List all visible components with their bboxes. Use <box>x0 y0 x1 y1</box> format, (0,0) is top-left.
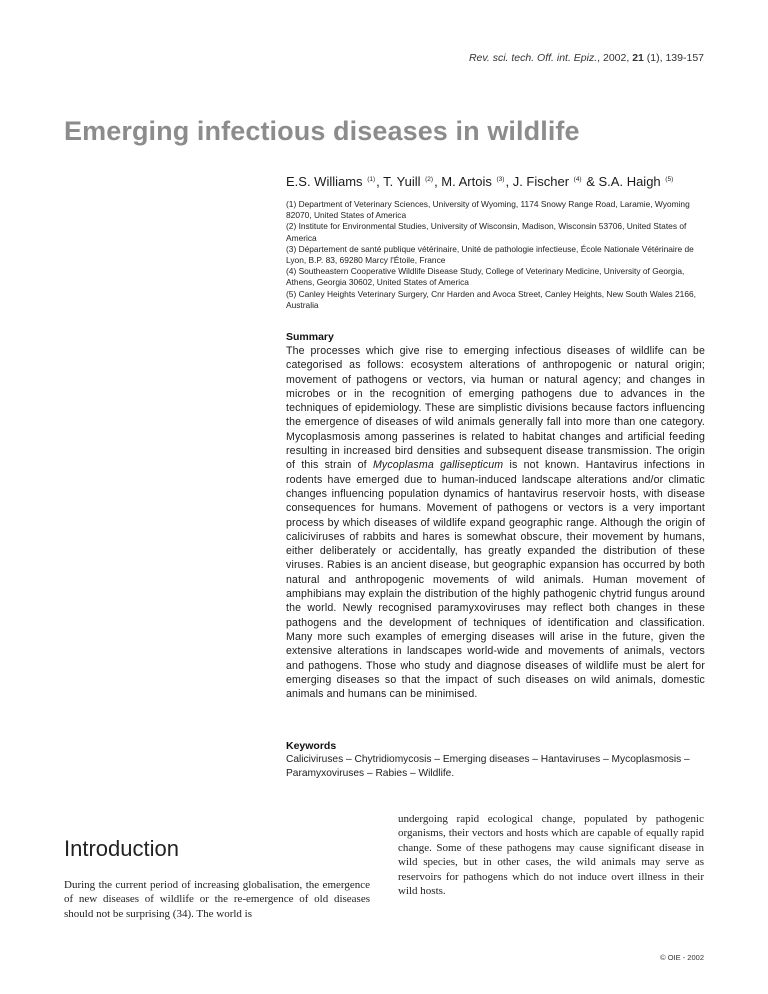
affiliation-item: (5) Canley Heights Veterinary Surgery, Cnr Harden and Avoca Street, Canley Heights, New South Wales 2166, Australia <box>286 288 696 310</box>
introduction-heading: Introduction <box>64 836 179 861</box>
author-name: T. Yuill <box>383 174 421 189</box>
author-name: M. Artois <box>441 174 492 189</box>
author-name: J. Fischer <box>512 174 570 189</box>
introduction-left-column: During the current period of increasing globalisation, the emergence of new diseases of wildlife or the re-emergence of old diseases should not be surprising (34). The world is <box>64 879 370 920</box>
author-ref: (1) <box>367 176 376 183</box>
summary-text-part1: The processes which give rise to emerging infectious diseases of wildlife can be categorised as follows: ecosystem alterations of anthropogenic or natural origin; movement of pathogens or vectors, via human or natural agency; and changes in microbes or in the recognition of emerging pathogens due to advances in the techniques of epidemiology. These are simplistic divisions because factors influencing the emergence of diseases of wild animals generally fall into more than one category. Mycoplasmosis among passerines is related to habitat changes and artificial feeding resulting in increased bird densities and subsequent disease transmission. The origin of this strain of <box>286 345 705 472</box>
journal-year: , 2002, <box>597 52 633 64</box>
author-ref: (2) <box>425 176 434 183</box>
journal-abbrev: Rev. sci. tech. Off. int. Epiz. <box>468 52 598 64</box>
journal-volume: 21 <box>632 52 644 64</box>
copyright-footer: © OIE - 2002 <box>660 953 704 962</box>
author-list <box>286 174 674 189</box>
author-ref: (4) <box>573 176 582 183</box>
affiliation-item: (3) Département de santé publique vétérinaire, Unité de pathologie infectieuse, École Nationale Vétérinaire de Lyon, B.P. 83, 69280 Marcy l'Étoile, France <box>286 243 694 266</box>
author-separator: , <box>376 174 384 189</box>
summary-text <box>286 344 705 701</box>
introduction-right-column: undergoing rapid ecological change, populated by pathogenic organisms, their vectors and hosts which are capable of equally rapid change. Some of these pathogens may cause significant disease in wild species, but in other cases, the wild animals may serve as reservoirs for pathogens which do not induce overt illness in their wild hosts. <box>398 813 704 898</box>
keywords-heading: Keywords <box>286 740 337 752</box>
journal-issue-pages: (1), 139-157 <box>643 52 704 64</box>
author-ref: (3) <box>496 176 505 183</box>
summary-section <box>286 331 705 701</box>
article-title: Emerging infectious diseases in wildlife <box>64 116 580 146</box>
summary-text-part2: is not known. Hantavirus infections in rodents have emerged due to human-induced landscape alterations and/or climatic changes influencing population dynamics of hantavirus reservoir hosts, with disease consequences for humans. Movement of pathogens or vectors is a very important process by which diseases of wildlife expand geographic range. Although the origin of caliciviruses of rabbits and hares is somewhat obscure, their movement by humans, either deliberately or accidentally, has greatly expanded the distribution of these viruses. Rabies is an ancient disease, but geographic expansion has occurred by both natural and anthropogenic movements of wild animals. Human movement of amphibians may explain the distribution of the highly pathogenic chytrid fungus around the world. Newly recognised paramyxoviruses may reflect both changes in these pathogens and the development of techniques of identification and classification. Many more such examples of emerging diseases will arise in the future, given the extensive alterations in landscapes world-wide and movements of animals, vectors and pathogens. Those who study and diagnose diseases of wildlife must be alert for emerging diseases so that the impact of such diseases on wild animals, domestic animals and humans can be minimised. <box>286 459 705 701</box>
author-ref: (5) <box>665 176 674 183</box>
author-separator: & <box>582 174 599 189</box>
author-name: S.A. Haigh <box>598 174 661 189</box>
keywords-text: Caliciviruses – Chytridiomycosis – Emerging diseases – Hantaviruses – Mycoplasmosis – Paramyxoviruses – Rabies – Wildlife. <box>286 754 690 779</box>
author-separator: , <box>434 174 442 189</box>
summary-heading: Summary <box>286 331 334 343</box>
affiliation-list <box>286 199 706 311</box>
affiliation-item: (4) Southeastern Cooperative Wildlife Disease Study, College of Veterinary Medicine, University of Georgia, Athens, Georgia 30602, United States of America <box>286 266 685 288</box>
summary-species-name: Mycoplasma gallisepticum <box>372 459 504 472</box>
author-separator: , <box>505 174 513 189</box>
author-name: E.S. Williams <box>286 174 363 189</box>
journal-reference <box>469 52 704 64</box>
affiliation-item: (1) Department of Veterinary Sciences, University of Wyoming, 1174 Snowy Range Road, Laramie, Wyoming 82070, United States of America <box>286 199 690 221</box>
keywords-section <box>286 740 705 781</box>
affiliation-item: (2) Institute for Environmental Studies, University of Wisconsin, Madison, Wisconsin 53706, United States of America <box>286 221 687 243</box>
